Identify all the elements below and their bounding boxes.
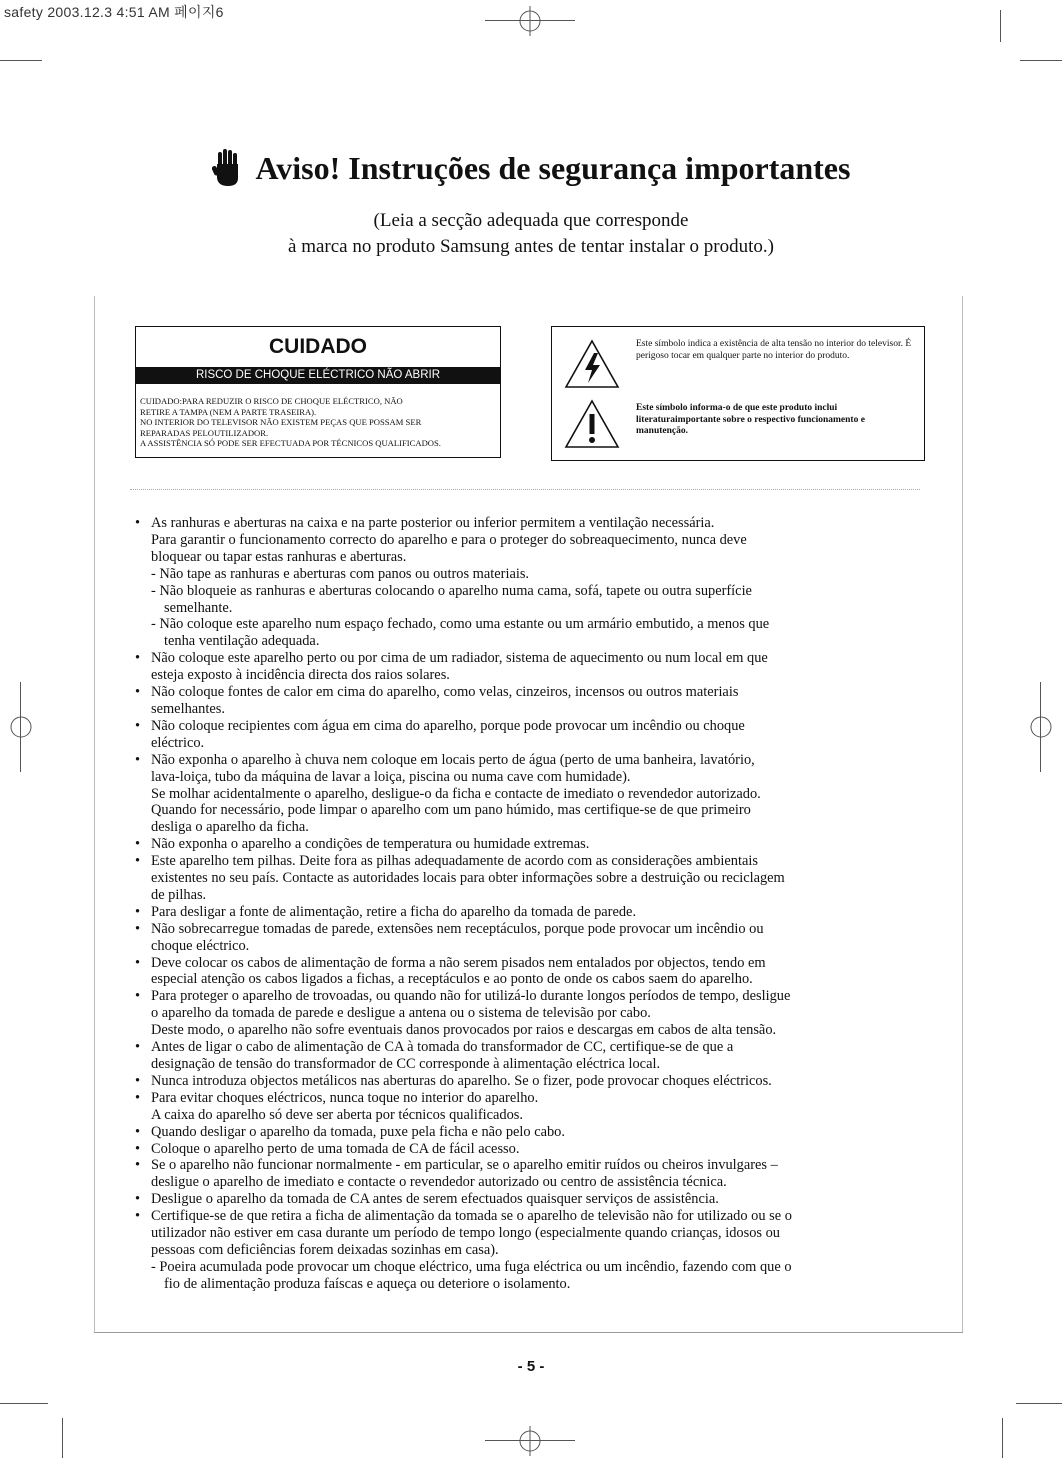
caution-box xyxy=(135,326,501,458)
registration-mark-bottom xyxy=(515,1426,545,1456)
print-header: safety 2003.12.3 4:51 AM 페이지6 xyxy=(4,4,224,20)
continuation-line: existentes no seu país. Contacte as autoridades locais para obter informações sobre a destruição ou reciclagem xyxy=(151,870,785,887)
continuation-line: - Não bloqueie as ranhuras e aberturas colocando o aparelho numa cama, sofá, tapete ou outra superfície xyxy=(151,582,752,599)
caution-line: RETIRE A TAMPA (NEM A PARTE TRASEIRA). xyxy=(140,406,317,417)
continuation-line: designação de tensão do transformador de CC corresponde à alimentação eléctrica local. xyxy=(151,1056,661,1072)
page-title: Aviso! Instruções de segurança importantes xyxy=(255,149,851,186)
bullet-line: • Para proteger o aparelho de trovoadas, ou quando não for utilizá-lo durante longos períodos de tempo, desligue xyxy=(135,988,935,1005)
continuation-line: pessoas com deficiências forem deixadas sozinhas em casa). xyxy=(151,1241,499,1258)
continuation-line: Se molhar acidentalmente o aparelho, desligue-o da ficha e contacte de imediato o revendedor autorizado. xyxy=(151,785,761,802)
bullet-line: • Desligue o aparelho da tomada de CA antes de serem efectuados quaisquer serviços de assistência. xyxy=(135,1191,935,1208)
bullet-line: • Deve colocar os cabos de alimentação de forma a não serem pisados nem entalados por objectos, tendo em xyxy=(135,955,935,972)
continuation-line: desligue o aparelho de imediato e contacte o revendedor autorizado ou centro de assistência técnica. xyxy=(151,1174,727,1191)
continuation-line: tenha ventilação adequada. xyxy=(164,633,320,650)
registration-mark-left xyxy=(6,712,36,742)
frame-bottom-rule xyxy=(94,1332,963,1333)
bullet-line: • Não exponha o aparelho à chuva nem coloque em locais perto de água (perto de uma banheira, lavatório, xyxy=(135,752,935,769)
continuation-line: de pilhas. xyxy=(151,886,207,903)
bullet-line: • Não coloque fontes de calor em cima do aparelho, como velas, cinzeiros, incensos ou outros materiais xyxy=(135,684,935,701)
continuation-line: semelhantes. xyxy=(151,700,225,717)
continuation-line: bloquear ou tapar estas ranhuras e aberturas. xyxy=(151,548,407,565)
continuation-line: - Poeira acumulada pode provocar um choque eléctrico, uma fuga eléctrica ou um incêndio, fazendo com que o xyxy=(151,1258,792,1275)
bullet-line: • Coloque o aparelho perto de uma tomada de CA de fácil acesso. xyxy=(135,1141,935,1158)
exclamation-triangle-icon xyxy=(564,399,620,449)
page-number: - 5 - xyxy=(517,1358,545,1375)
bullet-line: • Este aparelho tem pilhas. Deite fora as pilhas adequadamente de acordo com as considerações ambientais xyxy=(135,853,935,870)
bullet-line: • Certifique-se de que retira a ficha de alimentação da tomada se o aparelho de televisão não for utilizado ou se o xyxy=(135,1208,935,1225)
subtitle-line-1: (Leia a secção adequada que corresponde xyxy=(373,210,689,231)
caution-title: CUIDADO xyxy=(269,335,367,358)
continuation-line: especial atenção os cabos ligados a fichas, a receptáculos e ao ponto de onde os cabos saem do aparelho. xyxy=(151,971,753,988)
continuation-line: A caixa do aparelho só deve ser aberta por técnicos qualificados. xyxy=(151,1106,524,1123)
symbols-box xyxy=(551,326,925,461)
caution-line: A ASSISTÊNCIA SÓ PODE SER EFECTUADA POR TÉCNICOS QUALIFICADOS. xyxy=(140,438,441,449)
registration-mark-right xyxy=(1026,712,1056,742)
continuation-line: desliga o aparelho da ficha. xyxy=(151,819,309,836)
continuation-line: utilizador não estiver em casa durante um período de tempo longo (especialmente quando crianças, idosos ou xyxy=(151,1225,780,1242)
bullet-line: • Para desligar a fonte de alimentação, retire a ficha do aparelho da tomada de parede. xyxy=(135,904,935,921)
hand-stop-icon xyxy=(212,148,242,188)
voltage-symbol-text: Este símbolo indica a existência de alta tensão no interior do televisor. É perigoso tocar em qualquer parte no interior do produto. xyxy=(636,339,912,361)
subtitle-line-2: à marca no produto Samsung antes de tentar instalar o produto.) xyxy=(288,236,774,257)
continuation-line: eléctrico. xyxy=(151,734,205,751)
continuation-line: Quando for necessário, pode limpar o aparelho com um pano húmido, mas certifique-se de que primeiro xyxy=(151,802,751,819)
registration-mark-top xyxy=(515,6,545,36)
section-separator xyxy=(130,489,920,490)
caution-warning-bar: RISCO DE CHOQUE ELÉCTRICO NÃO ABRIR xyxy=(136,367,500,384)
continuation-line: Para garantir o funcionamento correcto do aparelho e para o proteger do sobreaquecimento, nunca deve xyxy=(151,531,747,548)
continuation-line: lava-loiça, tubo da máquina de lavar a loiça, piscina ou numa cave com humidade). xyxy=(151,768,631,785)
continuation-line: o aparelho da tomada de parede e desligue a antena ou o sistema de televisão por cabo. xyxy=(151,1005,651,1022)
bullet-line: • Para evitar choques eléctricos, nunca toque no interior do aparelho. xyxy=(135,1090,935,1107)
continuation-line: Deste modo, o aparelho não sofre eventuais danos provocados por raios e descargas em cabos de alta tensão. xyxy=(151,1022,777,1039)
bullet-line: • Não sobrecarregue tomadas de parede, extensões nem receptáculos, porque pode provocar um incêndio ou xyxy=(135,921,935,938)
caution-line: CUIDADO:PARA REDUZIR O RISCO DE CHOQUE ELÉCTRICO, NÃO xyxy=(140,396,403,406)
bullet-line: • Antes de ligar o cabo de alimentação de CA à tomada do transformador de CC, certifique-se de que a xyxy=(135,1039,935,1056)
bullet-line: • As ranhuras e aberturas na caixa e na parte posterior ou inferior permitem a ventilação necessária. xyxy=(135,515,935,532)
bullet-line: • Nunca introduza objectos metálicos nas aberturas do aparelho. Se o fizer, pode provocar choques eléctricos. xyxy=(135,1073,935,1090)
exclamation-symbol-text: Este símbolo informa-o de que este produto inclui literaturaimportante sobre o respectivo funcionamento e manutenção. xyxy=(636,403,865,436)
continuation-line: fio de alimentação produza faíscas e aqueça ou deteriore o isolamento. xyxy=(164,1275,571,1292)
continuation-line: semelhante. xyxy=(164,599,233,616)
continuation-line: choque eléctrico. xyxy=(151,937,250,954)
page-title-wrap xyxy=(212,148,851,188)
bullet-line: • Não exponha o aparelho a condições de temperatura ou humidade extremas. xyxy=(135,836,935,853)
caution-line: REPARADAS PELOUTILIZADOR. xyxy=(140,427,269,438)
continuation-line: - Não tape as ranhuras e aberturas com panos ou outros materiais. xyxy=(151,565,530,582)
continuation-line: - Não coloque este aparelho num espaço fechado, como uma estante ou um armário embutido, a menos que xyxy=(151,616,770,633)
lightning-triangle-icon xyxy=(564,339,620,389)
continuation-line: esteja exposto à incidência directa dos raios solares. xyxy=(151,667,450,684)
frame-right-rule xyxy=(962,296,963,1332)
safety-instructions xyxy=(135,515,935,1293)
caution-line: NO INTERIOR DO TELEVISOR NÃO EXISTEM PEÇAS QUE POSSAM SER xyxy=(140,417,422,428)
caution-text xyxy=(140,396,500,449)
bullet-line: • Quando desligar o aparelho da tomada, puxe pela ficha e não pelo cabo. xyxy=(135,1124,935,1141)
bullet-line: • Não coloque recipientes com água em cima do aparelho, porque pode provocar um incêndio ou choque xyxy=(135,718,935,735)
bullet-line: • Se o aparelho não funcionar normalmente - em particular, se o aparelho emitir ruídos ou cheiros invulgares – xyxy=(135,1157,935,1174)
frame-left-rule xyxy=(94,296,95,1332)
title-row xyxy=(0,148,1062,193)
bullet-line: • Não coloque este aparelho perto ou por cima de um radiador, sistema de aquecimento ou num local em que xyxy=(135,650,935,667)
